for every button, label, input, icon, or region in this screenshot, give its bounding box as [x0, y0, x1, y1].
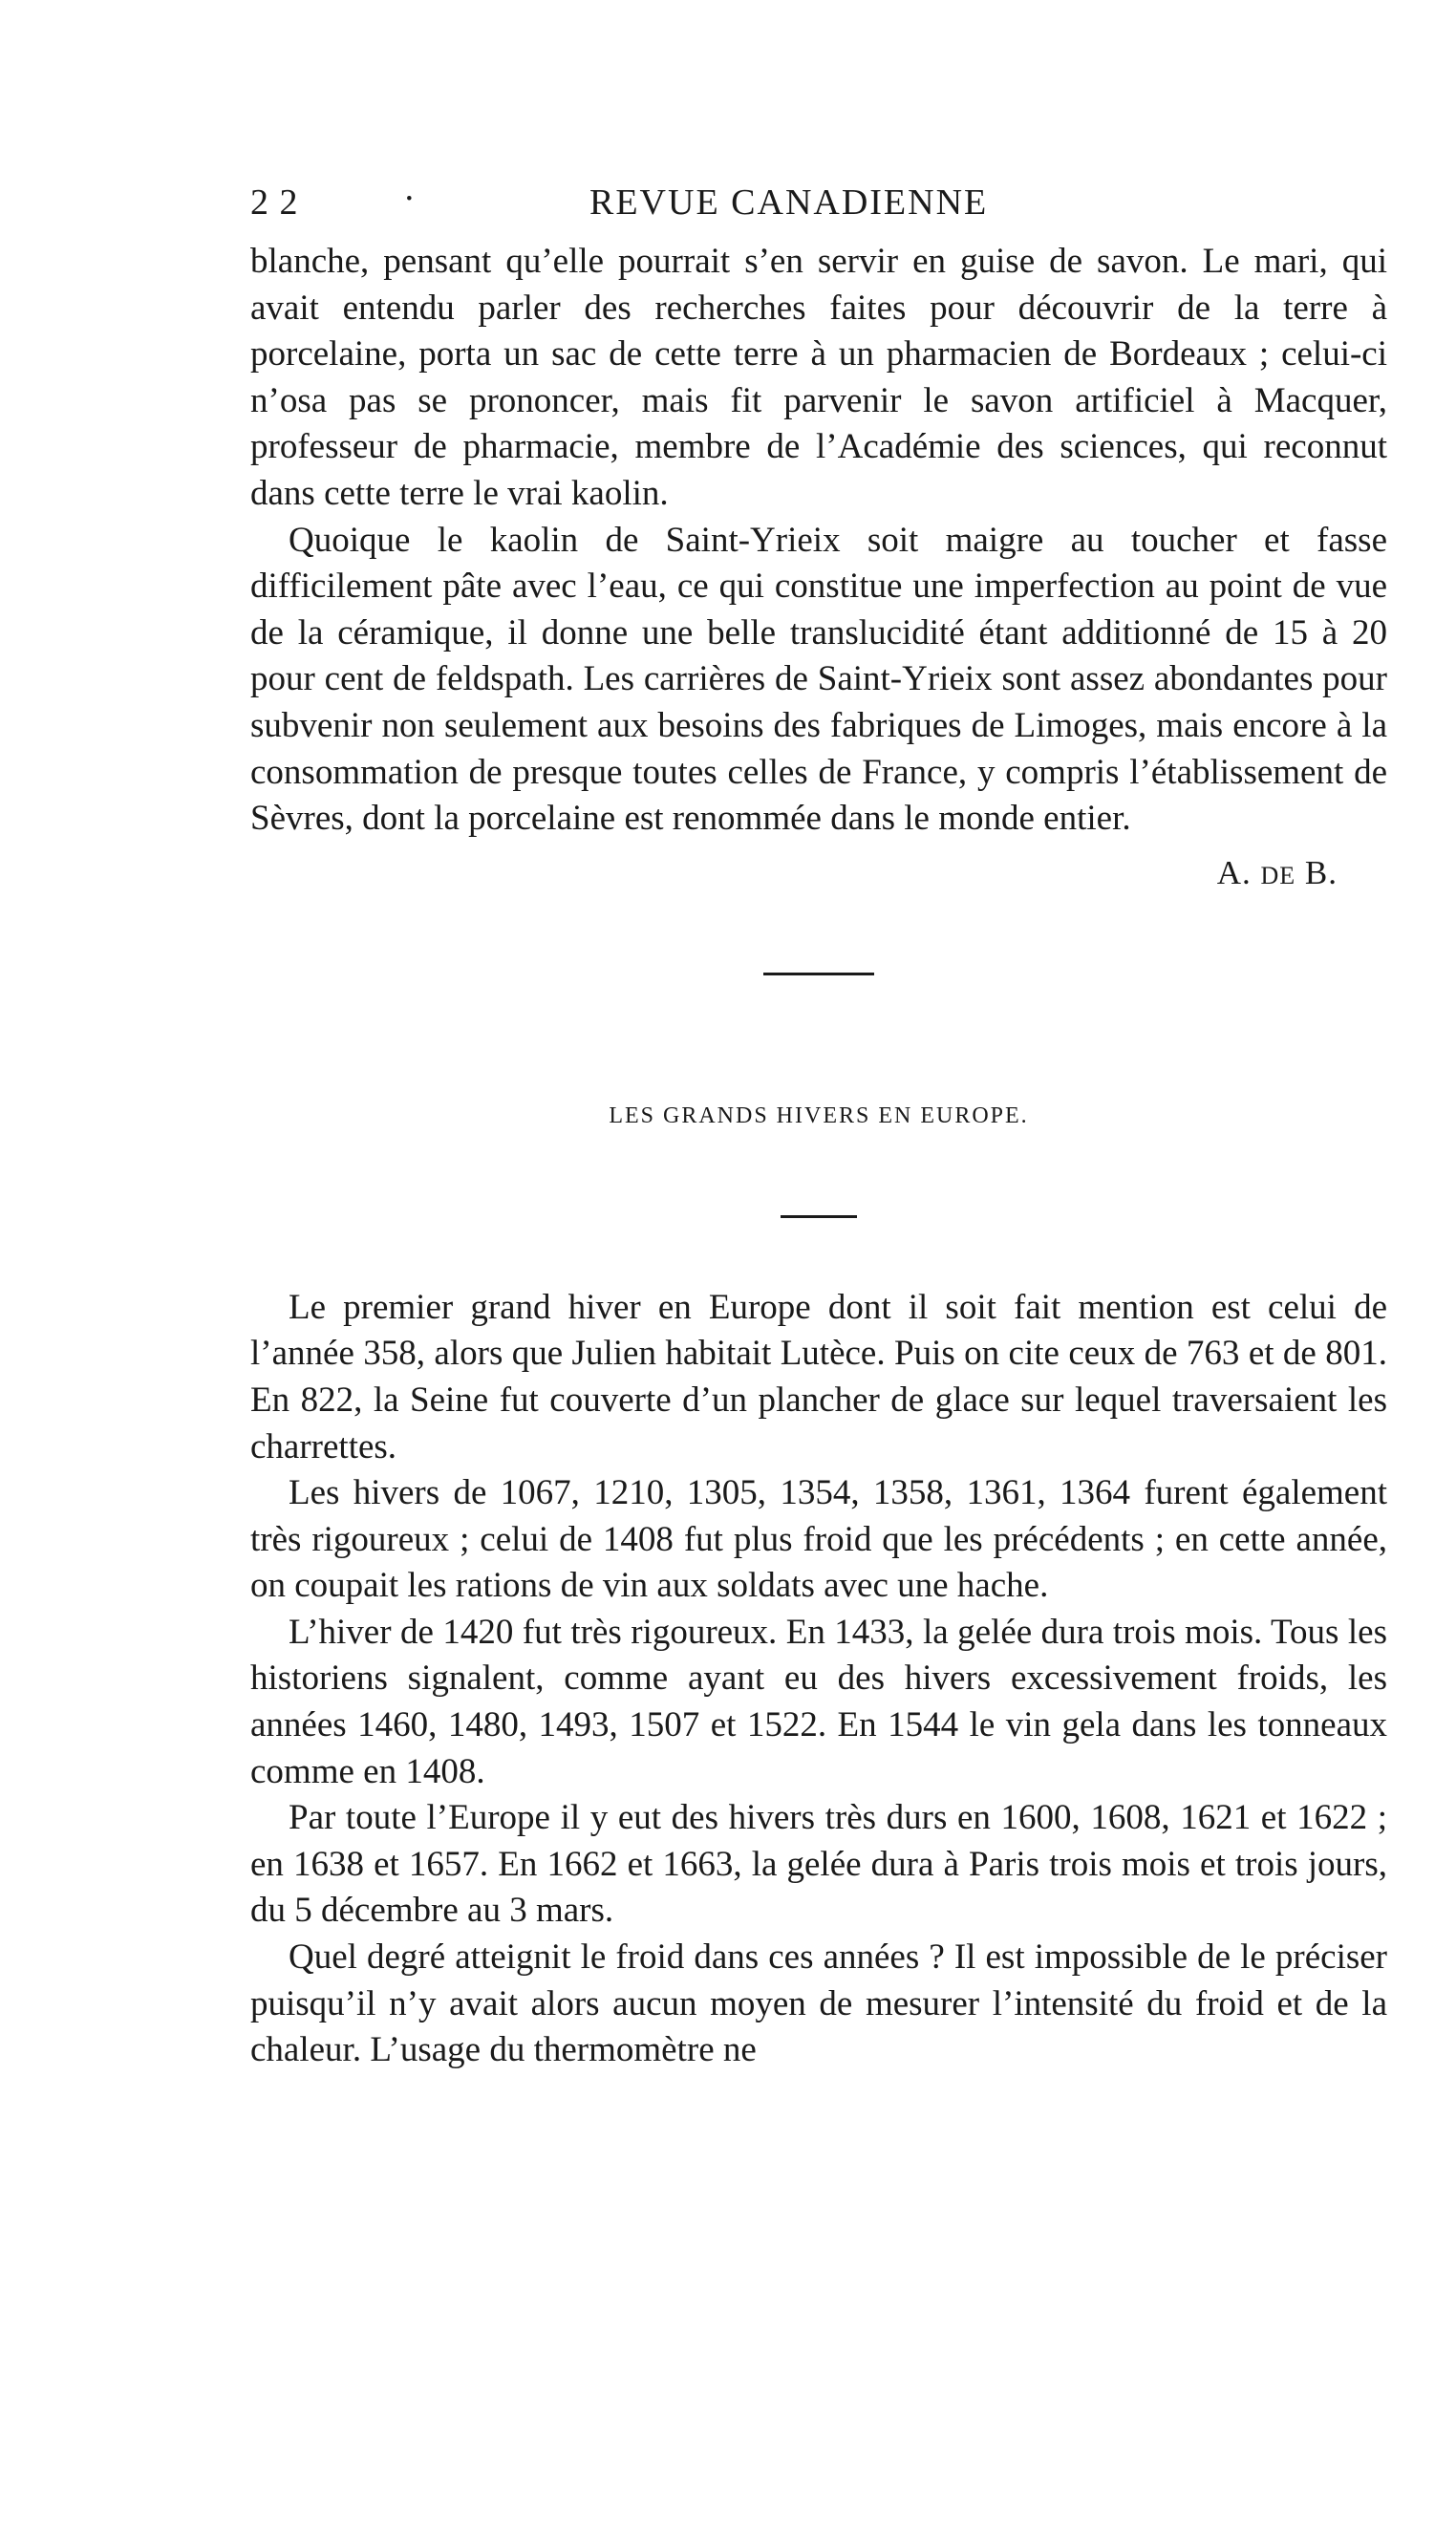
paragraph: L’hiver de 1420 fut très rigoureux. En 1433, la gelée dura trois mois. Tous les historiens signalent, comme ayant eu des hivers excessivement froids, les années 1460, 1480, 1493, 1507 et 1522. En 1544 le vin gela dans les tonneaux comme en 1408. [250, 1612, 1387, 1791]
book-page [250, 179, 1387, 2074]
paragraph: Quoique le kaolin de Saint-Yrieix soit maigre au toucher et fasse difficilement pâte avec l’eau, ce qui constitue une imperfection au point de vue de la céramique, il donne une belle translucidité étant additionné de 15 à 20 pour cent de feldspath. Les carrières de Saint-Yrieix sont assez abondantes pour subvenir non seulement aux besoins des fabriques de Limoges, mais encore à la consommation de presque toutes celles de France, y compris l’établissement de Sèvres, dont la porcelaine est renommée dans le monde entier. [250, 520, 1387, 839]
paragraph: Le premier grand hiver en Europe dont il soit fait mention est celui de l’année 358, alors que Julien habitait Lutèce. Puis on cite ceux de 763 et de 801. En 822, la Seine fut couverte d’un plancher de glace sur lequel traversaient les charrettes. [250, 1287, 1387, 1466]
running-head [250, 179, 1387, 239]
paragraph: blanche, pensant qu’elle pourrait s’en servir en guise de savon. Le mari, qui avait entendu parler des recherches faites pour découvrir de la terre à porcelaine, porta un sac de cette terre à un pharmacien de Bordeaux ; celui-ci n’osa pas se prononcer, mais fit parvenir le savon artificiel à Macquer, professeur de pharmacie, membre de l’Académie des sciences, qui reconnut dans cette terre le vrai kaolin. [250, 242, 1387, 513]
page-number: 2 2 [250, 182, 299, 223]
paragraph: Quel degré atteignit le froid dans ces années ? Il est impossible de le préciser puisqu’il n’y avait alors aucun moyen de mesurer l’intensité du froid et de la chaleur. L’usage du thermomètre ne [250, 1937, 1387, 2070]
article-hivers [250, 1285, 1387, 2074]
author-signature [250, 854, 1387, 892]
title-divider [781, 1215, 857, 1218]
article-title: LES GRANDS HIVERS EN EUROPE. [609, 1102, 1029, 1128]
article-kaolin [250, 239, 1387, 892]
paragraph: Par toute l’Europe il y eut des hivers très durs en 1600, 1608, 1621 et 1622 ; en 1638 et 1657. En 1662 et 1663, la gelée dura à Paris trois mois et trois jours, du 5 décembre au 3 mars. [250, 1798, 1387, 1931]
signature-initial: A. [1216, 853, 1252, 891]
section-divider [763, 973, 874, 975]
paragraph: Les hivers de 1067, 1210, 1305, 1354, 1358, 1361, 1364 furent également très rigoureux ; celui de 1408 fut plus froid que les précédents ; en cette année, on coupait les rations de vin aux soldats avec une hache. [250, 1473, 1387, 1606]
signature-particle: DE [1260, 861, 1296, 889]
signature-final: B. [1304, 853, 1338, 891]
header-separator: · [403, 179, 417, 219]
journal-title: REVUE CANADIENNE [589, 182, 989, 223]
